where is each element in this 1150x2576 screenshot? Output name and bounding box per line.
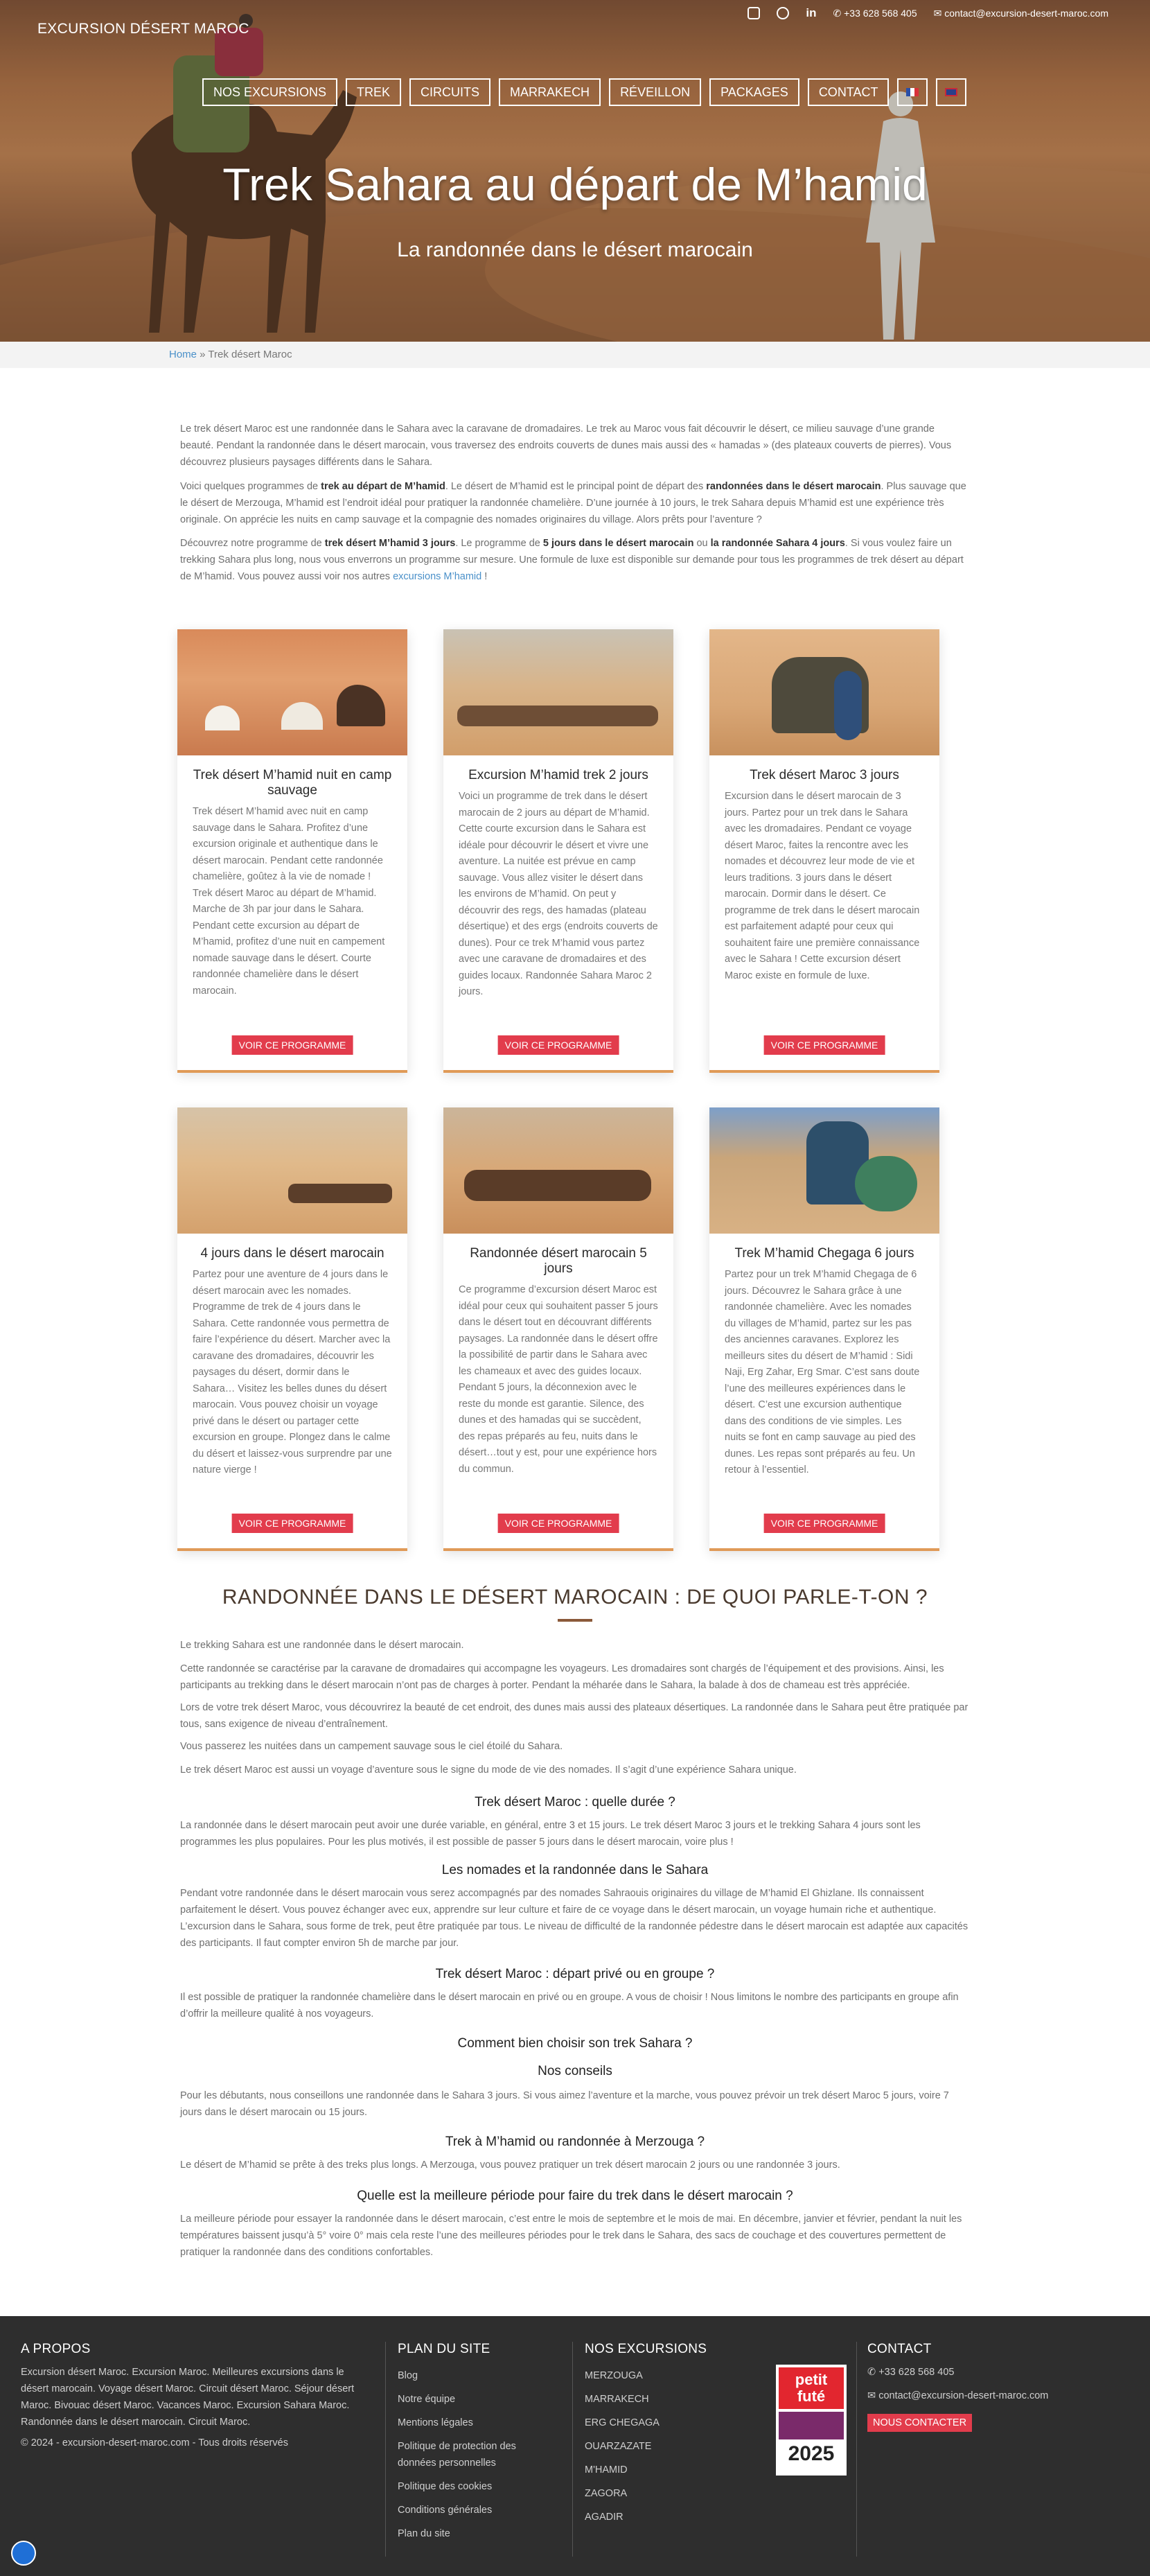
copyright: © 2024 - excursion-desert-maroc.com - Tous droits réservés bbox=[21, 2437, 288, 2448]
nav-marrakech[interactable]: MARRAKECH bbox=[499, 78, 601, 106]
nav-circuits[interactable]: CIRCUITS bbox=[409, 78, 490, 106]
section-text: La randonnée dans le désert marocain peut avoir une durée variable, en général, entre 3 et 15 jours. Le trek désert Maroc 3 jours et le trekking Sahara 4 jours sont les programmes les plus populaires. Pour les plus motivés, il est possible de passer 5 jours dans le désert marocain, voire plus ! bbox=[180, 1820, 921, 1848]
mail-icon: ✉ bbox=[867, 2390, 879, 2401]
view-program-button[interactable]: VOIR CE PROGRAMME bbox=[498, 1035, 619, 1055]
instagram-icon[interactable] bbox=[748, 7, 760, 19]
contact-button[interactable]: NOUS CONTACTER bbox=[867, 2414, 972, 2432]
section-text: Le désert de M’hamid se prête à des treks plus longs. A Merzouga, vous pouvez pratiquer un trek désert marocain 2 jours ou une randonnée 3 jours. bbox=[180, 2159, 840, 2171]
intro-paragraph-1: Le trek désert Maroc est une randonnée dans le Sahara avec la caravane de dromadaires. Le trek au Maroc vous fait découvrir le désert, ce milieu sauvage d’une grande beauté. Pendant la randonnée dans le désert marocain, vous traversez des endroits couverts de dunes mais aussi des « hamadas » (des plateaux couverts de pierres). Vous découvrez plusieurs paysages différents dans le Sahara. bbox=[180, 423, 952, 468]
subheading: Nos conseils bbox=[538, 2064, 612, 2078]
linkedin-icon[interactable]: in bbox=[806, 6, 817, 19]
section-text: La meilleure période pour essayer la randonnée dans le désert marocain, c’est entre le mois de septembre et le mois de mai. En décembre, janvier et février, pendant la nuit les températures baissent jusqu’à 5° voire 0° mais cela reste l’une des meilleures périodes pour le trek dans le Sahara, des sacs de couchage et des couvertures permettent de pratiquer la randonnée dans des conditions confortables. bbox=[180, 2214, 962, 2258]
footer-link[interactable]: Plan du site bbox=[398, 2528, 450, 2539]
breadcrumb: Home » Trek désert Maroc bbox=[0, 342, 1150, 368]
footer-link[interactable]: Blog bbox=[398, 2370, 418, 2381]
program-card bbox=[443, 629, 673, 1073]
main-nav bbox=[202, 78, 966, 106]
card-title[interactable]: Excursion M’hamid trek 2 jours bbox=[468, 768, 648, 782]
view-program-button[interactable]: VOIR CE PROGRAMME bbox=[232, 1035, 353, 1055]
card-text: Voici un programme de trek dans le désert marocain de 2 jours au départ de M’hamid. Cette courte excursion dans le Sahara est idéale pour découvrir le désert et vivre une aventure. La nuitée est prévue en camp sauvage. Vous allez visiter le désert dans les environs de M’hamid. On peut y découvrir des regs, des hamadas (plateau désertique) et des ergs (endroits couverts de dunes). Pour ce trek M’hamid vous partez avec une caravane de dromadaires et des guides locaux. Randonnée Sahara Maroc 2 jours. bbox=[459, 791, 658, 997]
program-card bbox=[443, 1107, 673, 1551]
link-excursions-mhamid[interactable]: excursions M’hamid bbox=[393, 571, 482, 582]
site-logo[interactable]: EXCURSION DÉSERT MAROC bbox=[37, 21, 249, 37]
footer-divider bbox=[385, 2342, 386, 2557]
program-card bbox=[709, 1107, 939, 1551]
nav-excursions[interactable]: NOS EXCURSIONS bbox=[202, 78, 337, 106]
card-image[interactable] bbox=[177, 629, 407, 755]
article-section bbox=[180, 1586, 970, 1622]
card-text: Partez pour un trek M’hamid Chegaga de 6 jours. Découvrez le Sahara grâce à une randonnée chamelière. Avec les nomades du villages de M’hamid, partez sur les pas des anciennes caravanes. Explorez les meilleurs sites du désert de M’hamid : Sidi Naji, Erg Zahar, Erg Smar. C’est sans doute l’une des meilleures expériences dans le désert. C’est une excursion authentique dans des conditions de vie simples. Les nuits se font en camp sauvage au pied des dunes. Les repas sont préparés au feu. Un retour à l’essentiel. bbox=[725, 1269, 920, 1475]
flag-uk-icon[interactable] bbox=[936, 78, 966, 106]
subheading: Quelle est la meilleure période pour faire du trek dans le désert marocain ? bbox=[357, 2189, 793, 2203]
breadcrumb-current: Trek désert Maroc bbox=[208, 349, 292, 360]
footer-divider bbox=[856, 2342, 857, 2557]
view-program-button[interactable]: VOIR CE PROGRAMME bbox=[232, 1514, 353, 1533]
card-text: Excursion dans le désert marocain de 3 jours. Partez pour un trek dans le Sahara avec les dromadaires. Pendant ce voyage désert Maroc, faites la rencontre avec les nomades et découvrez leur mode de vie et leurs traditions. 3 jours dans le désert marocain. Dormir dans le désert. Ce programme de trek dans le désert marocain est parfaitement adapté pour ceux qui souhaitent faire une première connaissance avec le Sahara ! Cette excursion désert Maroc existe en formule de luxe. bbox=[725, 791, 920, 981]
footer-about: A PROPOS Excursion désert Maroc. Excursion Maroc. Meilleures excursions dans le désert marocain. Voyage désert Maroc. Circuit désert Maroc. Séjour désert Maroc. Bivouac désert Maroc. Vacances Maroc. Excursion Sahara Maroc. Randonnée dans le désert marocain. Circuit Maroc. © 2024 - excursion-desert-maroc.com - Tous droits réservés bbox=[21, 2342, 367, 2451]
intro-paragraph-3: Découvrez notre programme de trek désert M’hamid 3 jours. Le programme de 5 jours dans le désert marocain ou la randonnée Sahara 4 jours. Si vous voulez faire un trekking Sahara plus long, nous vous enverrons un programme sur mesure. Une formule de luxe est disponible sur demande pour tous les programmes de trek désert au départ de M’hamid. Vous pouvez aussi voir nos autres excursions M’hamid ! bbox=[180, 538, 964, 582]
petit-fute-badge[interactable]: petit futé 2025 bbox=[776, 2365, 847, 2476]
card-image[interactable] bbox=[709, 1107, 939, 1234]
nav-reveillon[interactable]: RÉVEILLON bbox=[609, 78, 701, 106]
title-divider bbox=[558, 1619, 592, 1622]
flag-fr-icon[interactable] bbox=[897, 78, 928, 106]
section-text: Il est possible de pratiquer la randonnée chamelière dans le désert marocain en privé ou en groupe. A vous de choisir ! Nous limitons le nombre des participants en groupe afin d’offrir la meilleure qualité à nos voyageurs. bbox=[180, 1992, 959, 2019]
breadcrumb-home[interactable]: Home bbox=[169, 349, 197, 360]
card-text: Trek désert M’hamid avec nuit en camp sauvage dans le Sahara. Profitez d’une excursion originale et authentique dans le désert marocain. Pendant cette randonnée chamelière, goûtez à la vie de nomade ! Trek désert Maroc au départ de M’hamid. Marche de 3h par jour dans le Sahara. Pendant cette excursion au départ de M’hamid, profitez d’une nuit en campement nomade sauvage dans le désert. Courte randonnée chamelière dans le désert marocain. bbox=[193, 806, 385, 997]
footer-excursion-link[interactable]: OUARZAZATE bbox=[585, 2441, 652, 2452]
section-text: Vous passerez les nuitées dans un campement sauvage sous le ciel étoilé du Sahara. bbox=[180, 1741, 563, 1752]
view-program-button[interactable]: VOIR CE PROGRAMME bbox=[764, 1514, 885, 1533]
mail-icon: ✉ bbox=[933, 7, 945, 19]
program-card bbox=[177, 1107, 407, 1551]
top-bar bbox=[748, 7, 1108, 19]
view-program-button[interactable]: VOIR CE PROGRAMME bbox=[764, 1035, 885, 1055]
intro-paragraph-2: Voici quelques programmes de trek au départ de M’hamid. Le désert de M’hamid est le principal point de départ des randonnées dans le désert marocain. Plus sauvage que le désert de Merzouga, M’hamid est l’endroit idéal pour pratiquer la randonnée chamelière. D’une journée à 10 jours, le trek Sahara depuis M’hamid est une expérience très originale. On apprécie les nuits en camp sauvage et la compagnie des nomades originaires du village. Alors prêts pour l’aventure ? bbox=[180, 481, 966, 525]
card-image[interactable] bbox=[709, 629, 939, 755]
section-text: Le trekking Sahara est une randonnée dans le désert marocain. bbox=[180, 1640, 464, 1651]
footer-excursion-link[interactable]: MERZOUGA bbox=[585, 2370, 643, 2381]
footer-email[interactable]: ✉ contact@excursion-desert-maroc.com bbox=[867, 2390, 1049, 2401]
footer-excursion-link[interactable]: ZAGORA bbox=[585, 2488, 628, 2499]
section-text: Pendant votre randonnée dans le désert marocain vous serez accompagnés par des nomades Sahraouis originaires du village de M’hamid El Ghizlane. Ils connaissent parfaitement le désert. Vous pouvez échanger avec eux, apprendre sur leur culture et faire de ce voyage dans le désert marocain, un voyage humain riche et authentique. L’excursion dans le Sahara, sous forme de trek, peut être pratiquée par tous. Le niveau de difficulté de la randonnée pédestre dans le désert marocain est adaptée aux capacités des participants. Il faut compter environ 5h de marche par jour. bbox=[180, 1888, 968, 1949]
card-title[interactable]: Randonnée désert marocain 5 jours bbox=[470, 1246, 647, 1276]
footer-divider bbox=[572, 2342, 573, 2557]
card-title[interactable]: 4 jours dans le désert marocain bbox=[200, 1246, 384, 1261]
program-card bbox=[177, 629, 407, 1073]
nav-packages[interactable]: PACKAGES bbox=[709, 78, 799, 106]
phone-icon: ✆ bbox=[867, 2367, 879, 2378]
card-text: Partez pour une aventure de 4 jours dans le désert marocain avec les nomades. Programme de trek de 4 jours dans le Sahara. Cette randonnée vous permettra de faire l’expérience du désert. Marcher avec la caravane des dromadaires, découvrir les paysages du désert, dormir dans le Sahara… Visitez les belles dunes du désert marocain. Vous pouvez choisir un voyage privé dans le désert ou partager cette excursion en groupe. Plongez dans le calme du désert et laissez-vous surprendre par une nature vierge ! bbox=[193, 1269, 392, 1475]
section-text: Cette randonnée se caractérise par la caravane de dromadaires qui accompagne les voyageurs. Les dromadaires sont chargés de l’équipement et des provisions. Ainsi, les participants au trekking dans le désert marocain n’ont pas de charges à porter. Pendant la méharée dans le Sahara, la balade à dos de chameau est très appréciée. bbox=[180, 1663, 944, 1691]
phone-icon: ✆ bbox=[833, 7, 844, 19]
footer-link[interactable]: Mentions légales bbox=[398, 2417, 473, 2428]
nav-contact[interactable]: CONTACT bbox=[808, 78, 890, 106]
card-image[interactable] bbox=[443, 1107, 673, 1234]
section-title: RANDONNÉE DANS LE DÉSERT MAROCAIN : DE QUOI PARLE-T-ON ? bbox=[222, 1586, 928, 1609]
subheading: Comment bien choisir son trek Sahara ? bbox=[457, 2036, 693, 2051]
nav-trek[interactable]: TREK bbox=[346, 78, 401, 106]
card-image[interactable] bbox=[177, 1107, 407, 1234]
top-phone[interactable]: ✆ +33 628 568 405 bbox=[833, 7, 917, 19]
footer bbox=[0, 2316, 1150, 2576]
footer-excursion-link[interactable]: ERG CHEGAGA bbox=[585, 2417, 660, 2428]
footer-contact: CONTACT ✆ +33 628 568 405 ✉ contact@excursion-desert-maroc.com NOUS CONTACTER bbox=[867, 2342, 1131, 2432]
footer-link[interactable]: Notre équipe bbox=[398, 2394, 456, 2405]
footer-sitemap: PLAN DU SITE Blog Notre équipe Mentions légales Politique de protection des données personnelles Politique des cookies Conditions générales Plan du site bbox=[398, 2342, 550, 2546]
footer-link[interactable]: Politique de protection des données personnelles bbox=[398, 2441, 516, 2469]
card-image[interactable] bbox=[443, 629, 673, 755]
page-subtitle: La randonnée dans le désert marocain bbox=[397, 238, 753, 261]
footer-excursion-link[interactable]: AGADIR bbox=[585, 2512, 623, 2523]
card-title[interactable]: Trek désert M’hamid nuit en camp sauvage bbox=[193, 768, 392, 798]
section-text: Le trek désert Maroc est aussi un voyage d’aventure sous le signe du mode de vie des nomades. Il s’agit d’une expérience Sahara unique. bbox=[180, 1764, 797, 1776]
section-text: Lors de votre trek désert Maroc, vous découvrirez la beauté de cet endroit, des dunes mais aussi des plateaux désertiques. La randonnée dans le Sahara peut être pratiquée par tous, sans exigence de niveau d’entraînement. bbox=[180, 1702, 968, 1730]
footer-excursion-link[interactable]: MARRAKECH bbox=[585, 2394, 649, 2405]
card-text: Ce programme d’excursion désert Maroc est idéal pour ceux qui souhaitent passer 5 jours dans le désert tout en découvrant différents paysages. La randonnée dans le désert offre la possibilité de partir dans le Sahara avec les chameaux et avec des guides locaux. Pendant 5 jours, la déconnexion avec le reste du monde est garantie. Silence, des dunes et des hamadas qui se succèdent, des repas préparés au feu, nuits dans le désert…tout y est, pour une expérience hors du commun. bbox=[459, 1284, 658, 1475]
footer-excursions: NOS EXCURSIONS MERZOUGA MARRAKECH ERG CHEGAGA OUARZAZATE M'HAMID ZAGORA AGADIR bbox=[585, 2342, 723, 2529]
subheading: Trek désert Maroc : départ privé ou en groupe ? bbox=[435, 1967, 715, 1981]
subheading: Les nomades et la randonnée dans le Sahara bbox=[441, 1863, 709, 1877]
tripadvisor-icon[interactable] bbox=[777, 7, 789, 19]
footer-link[interactable]: Conditions générales bbox=[398, 2505, 493, 2516]
footer-phone[interactable]: ✆ +33 628 568 405 bbox=[867, 2367, 955, 2378]
card-title[interactable]: Trek désert Maroc 3 jours bbox=[750, 768, 899, 782]
footer-excursion-link[interactable]: M'HAMID bbox=[585, 2464, 628, 2476]
card-title[interactable]: Trek M’hamid Chegaga 6 jours bbox=[734, 1246, 914, 1261]
footer-link[interactable]: Politique des cookies bbox=[398, 2481, 493, 2492]
subheading: Trek à M’hamid ou randonnée à Merzouga ? bbox=[445, 2135, 705, 2149]
view-program-button[interactable]: VOIR CE PROGRAMME bbox=[498, 1514, 619, 1533]
subheading: Trek désert Maroc : quelle durée ? bbox=[475, 1795, 675, 1810]
accessibility-icon[interactable] bbox=[11, 2541, 36, 2566]
program-card bbox=[709, 629, 939, 1073]
section-text: Pour les débutants, nous conseillons une randonnée dans le Sahara 3 jours. Si vous aimez l’aventure et la marche, vous pouvez prévoir un trek désert Maroc 5 jours, voire 7 jours dans le désert marocain ou 15 jours. bbox=[180, 2090, 949, 2118]
top-email[interactable]: ✉ contact@excursion-desert-maroc.com bbox=[933, 7, 1108, 19]
page-title: Trek Sahara au départ de M’hamid bbox=[222, 159, 928, 210]
